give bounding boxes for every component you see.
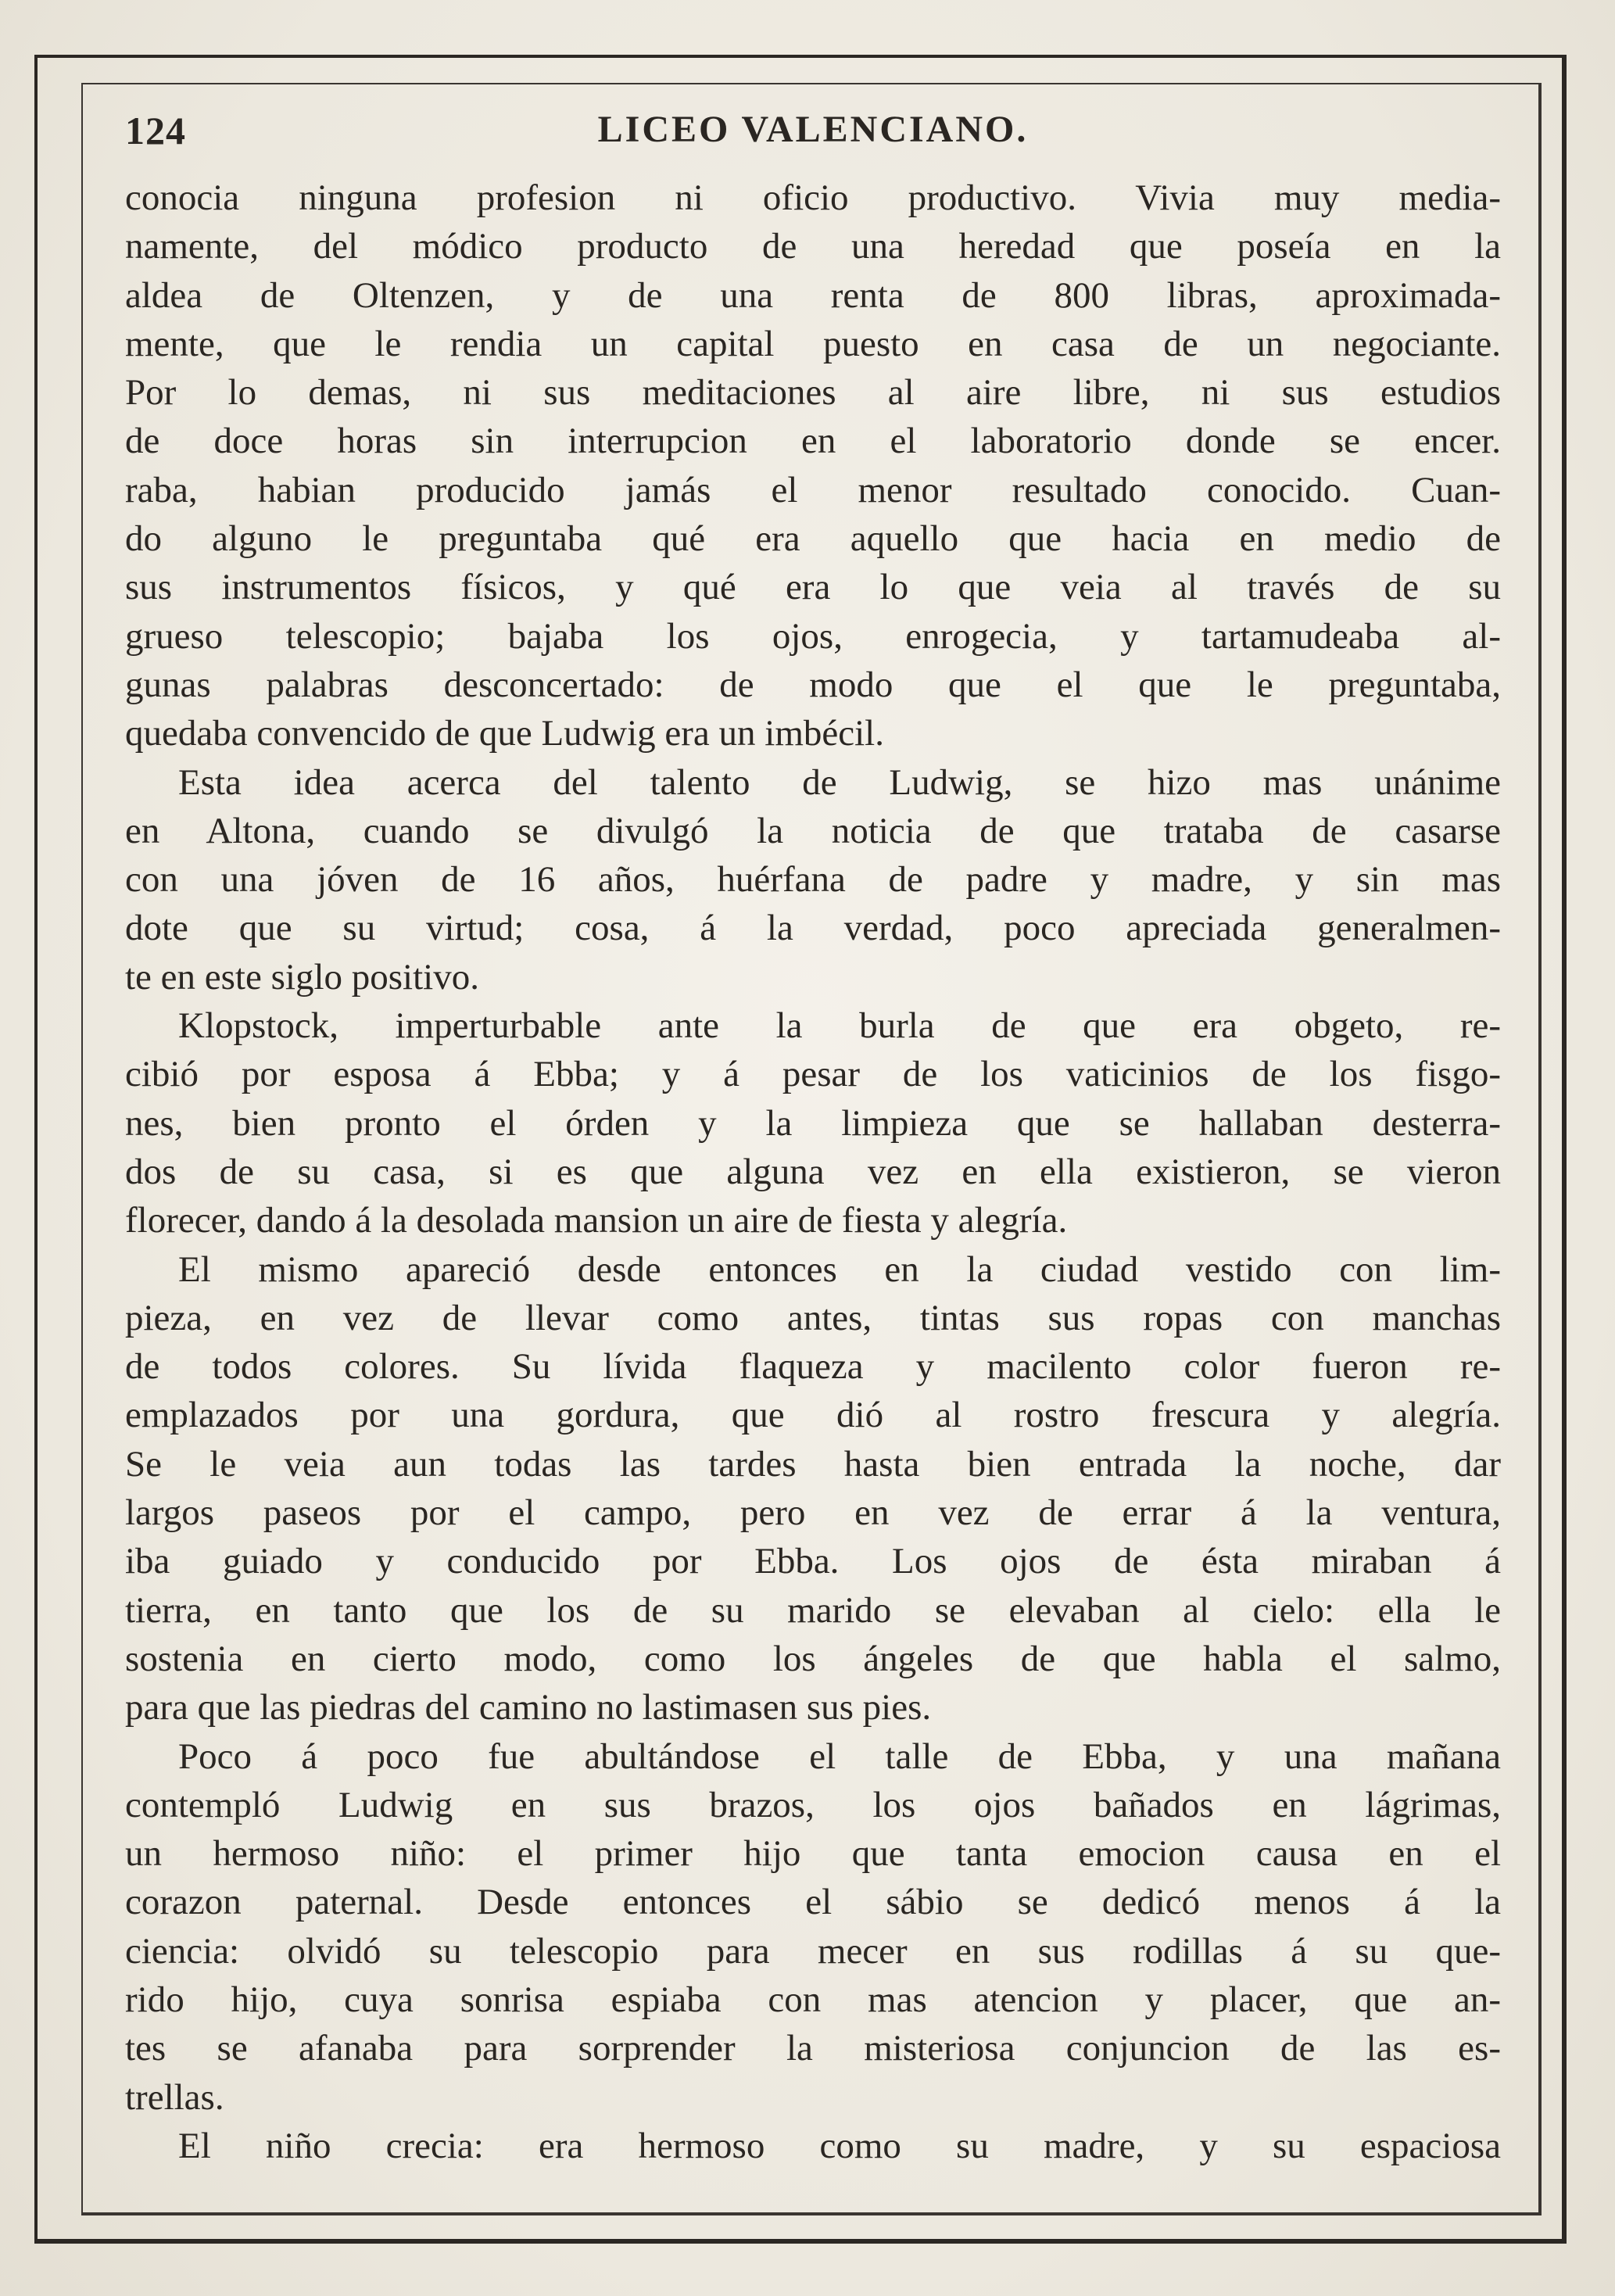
text-line: Por lo demas, ni sus meditaciones al aire libre, ni sus estudios: [125, 372, 1501, 414]
text-line: de todos colores. Su lívida flaqueza y macilento color fueron re-: [125, 1346, 1501, 1388]
text-line: rido hijo, cuya sonrisa espiaba con mas atencion y placer, que an-: [125, 1979, 1501, 2020]
text-line: conocia ninguna profesion ni oficio productivo. Vivia muy media-: [125, 177, 1501, 218]
text-line: raba, habian producido jamás el menor resultado conocido. Cuan-: [125, 469, 1501, 510]
text-line: quedaba convencido de que Ludwig era un imbécil.: [125, 713, 884, 754]
text-line: dos de su casa, si es que alguna vez en ella existieron, se vieron: [125, 1151, 1501, 1192]
page-header: [125, 108, 1501, 163]
text-line: Poco á poco fue abultándose el talle de Ebba, y una mañana: [178, 1735, 1501, 1777]
text-line: dote que su virtud; cosa, á la verdad, poco apreciada generalmen-: [125, 908, 1501, 949]
text-line: tierra, en tanto que los de su marido se elevaban al cielo: ella le: [125, 1589, 1501, 1631]
text-line: emplazados por una gordura, que dió al rostro frescura y alegría.: [125, 1395, 1501, 1436]
text-line: florecer, dando á la desolada mansion un aire de fiesta y alegría.: [125, 1200, 1068, 1241]
running-title: LICEO VALENCIANO.: [597, 109, 1029, 150]
text-line: tes se afanaba para sorprender la misteriosa conjuncion de las es-: [125, 2028, 1501, 2069]
text-line: trellas.: [125, 2076, 224, 2118]
text-line: iba guiado y conducido por Ebba. Los ojos de ésta miraban á: [125, 1541, 1501, 1582]
text-line: namente, del módico producto de una heredad que poseía en la: [125, 226, 1501, 267]
text-line: El mismo apareció desde entonces en la ciudad vestido con lim-: [178, 1248, 1501, 1290]
text-line: de doce horas sin interrupcion en el laboratorio donde se encer.: [125, 421, 1501, 462]
text-line: pieza, en vez de llevar como antes, tintas sus ropas con manchas: [125, 1297, 1501, 1338]
text-line: Se le veia aun todas las tardes hasta bien entrada la noche, dar: [125, 1443, 1501, 1485]
text-line: gunas palabras desconcertado: de modo que el que le preguntaba,: [125, 664, 1501, 705]
text-line: nes, bien pronto el órden y la limpieza que se hallaban desterra-: [125, 1102, 1501, 1144]
text-line: en Altona, cuando se divulgó la noticia de que trataba de casarse: [125, 810, 1501, 851]
text-line: un hermoso niño: el primer hijo que tanta emocion causa en el: [125, 1833, 1501, 1875]
text-line: mente, que le rendia un capital puesto en casa de un negociante.: [125, 323, 1501, 364]
text-line: grueso telescopio; bajaba los ojos, enrogecia, y tartamudeaba al-: [125, 615, 1501, 657]
text-line: te en este siglo positivo.: [125, 956, 479, 998]
text-line: aldea de Oltenzen, y de una renta de 800 libras, aproximada-: [125, 274, 1501, 316]
text-line: corazon paternal. Desde entonces el sábio se dedicó menos á la: [125, 1882, 1501, 1923]
text-line: Klopstock, imperturbable ante la burla de que era obgeto, re-: [178, 1005, 1501, 1047]
text-line: largos paseos por el campo, pero en vez de errar á la ventura,: [125, 1492, 1501, 1534]
text-line: cibió por esposa á Ebba; y á pesar de los vaticinios de los fisgo-: [125, 1054, 1501, 1095]
text-line: do alguno le preguntaba qué era aquello que hacia en medio de: [125, 518, 1501, 560]
text-line: sus instrumentos físicos, y qué era lo que veia al través de su: [125, 567, 1501, 608]
text-line: Esta idea acerca del talento de Ludwig, se hizo mas unánime: [178, 761, 1501, 803]
text-line: sostenia en cierto modo, como los ángeles de que habla el salmo,: [125, 1638, 1501, 1679]
text-line: contempló Ludwig en sus brazos, los ojos bañados en lágrimas,: [125, 1784, 1501, 1825]
text-line: ciencia: olvidó su telescopio para mecer en sus rodillas á su que-: [125, 1930, 1501, 1972]
text-line: con una jóven de 16 años, huérfana de padre y madre, y sin mas: [125, 859, 1501, 901]
body-text: [125, 174, 1501, 2170]
text-line: El niño crecia: era hermoso como su madre, y su espaciosa: [178, 2125, 1501, 2166]
page-number: 124: [125, 109, 186, 152]
text-line: para que las piedras del camino no lastimasen sus pies.: [125, 1687, 932, 1728]
